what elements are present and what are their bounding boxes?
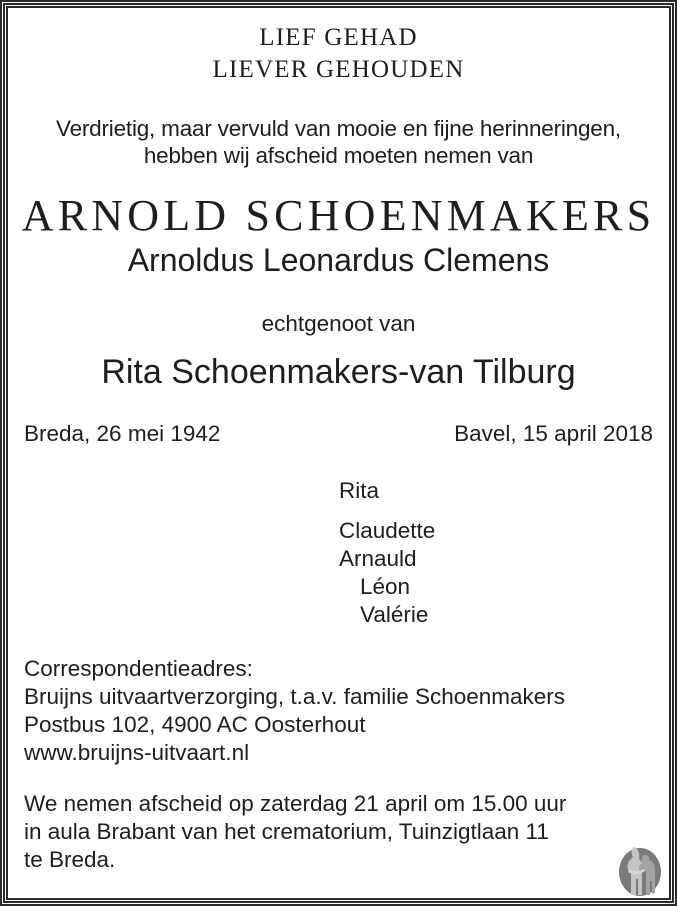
spouse-name: Rita Schoenmakers-van Tilburg — [101, 353, 576, 391]
correspondence-website: www.bruijns-uitvaart.nl — [24, 740, 250, 765]
intro-line-2: hebben wij afscheid moeten nemen van — [143, 143, 534, 168]
family-grandchild: Valérie — [360, 602, 429, 627]
family-spouse: Rita — [339, 478, 380, 503]
correspondence-line-2: Postbus 102, 4900 AC Oosterhout — [24, 712, 366, 737]
ceremony-line-2: in aula Brabant van het crematorium, Tuinzigtlaan 11 — [24, 819, 549, 844]
motto-line-1: LIEF GEHAD — [259, 24, 418, 51]
family-child: Claudette — [339, 518, 436, 543]
family-child: Arnauld — [339, 546, 417, 571]
birth-date: Breda, 26 mei 1942 — [24, 421, 221, 446]
correspondence-label: Correspondentieadres: — [24, 656, 253, 681]
spouse-label: echtgenoot van — [261, 311, 416, 336]
correspondence-line-1: Bruijns uitvaartverzorging, t.a.v. familie Schoenmakers — [24, 684, 566, 709]
ceremony-line-1: We nemen afscheid op zaterdag 21 april om 15.00 uur — [24, 791, 567, 816]
ceremony-line-3: te Breda. — [24, 847, 116, 872]
deceased-full-name: Arnoldus Leonardus Clemens — [127, 242, 550, 278]
family-grandchild: Léon — [360, 574, 411, 599]
death-date: Bavel, 15 april 2018 — [454, 421, 653, 446]
intro-line-1: Verdrietig, maar vervuld van mooie en fijne herinneringen, — [56, 116, 621, 141]
motto-line-2: LIEVER GEHOUDEN — [212, 56, 465, 83]
deceased-name: ARNOLD SCHOENMAKERS — [21, 191, 656, 240]
embracing-figures-icon — [617, 845, 663, 897]
